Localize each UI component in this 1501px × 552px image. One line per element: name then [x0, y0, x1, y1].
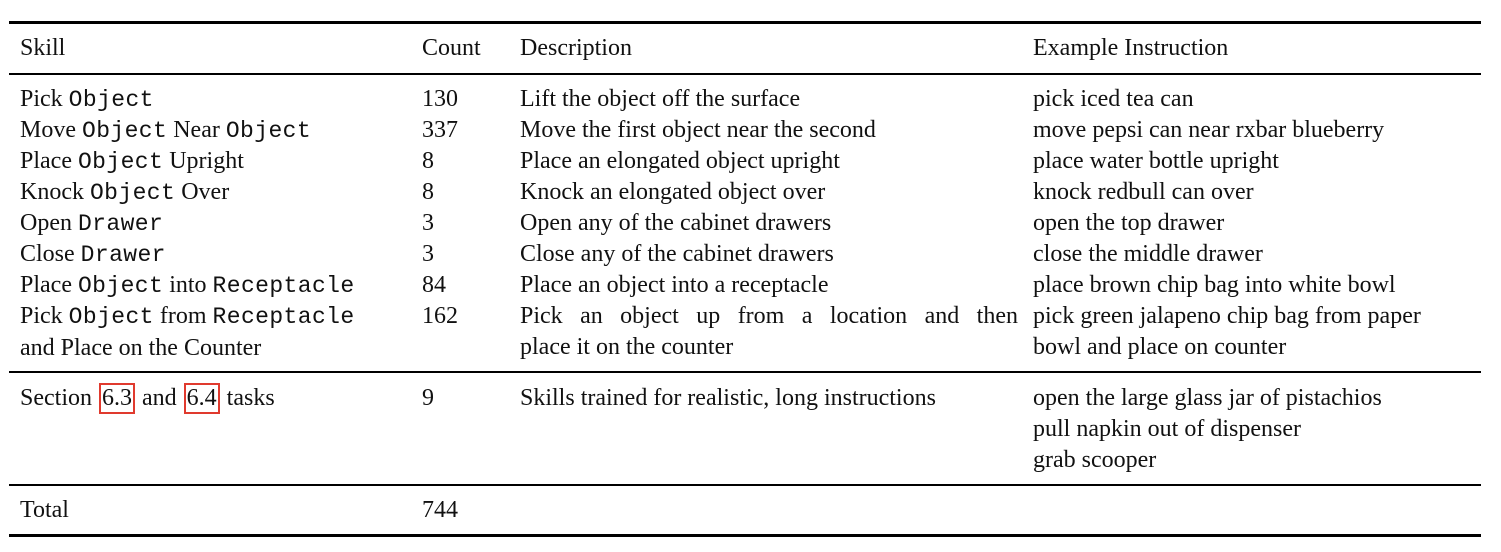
description-cell: Skills trained for realistic, long instructions: [520, 385, 936, 411]
description-line-2: place it on the counter: [520, 334, 734, 360]
description-cell: Move the first object near the second: [520, 117, 876, 143]
skill-cell: [20, 301, 415, 364]
example-cell: move pepsi can near rxbar blueberry: [1033, 117, 1385, 143]
skill-cell: [20, 177, 415, 209]
count-cell: 8: [422, 148, 434, 174]
skill-text: Place: [20, 272, 78, 298]
skill-text: Near: [167, 117, 226, 143]
count-cell: 3: [422, 241, 434, 267]
skill-cell: [20, 84, 415, 116]
example-line-1: pick green jalapeno chip bag from paper: [1033, 303, 1421, 329]
skill-line-2: and Place on the Counter: [20, 335, 262, 361]
description-cell: Close any of the cabinet drawers: [520, 241, 834, 267]
description-cell: Knock an elongated object over: [520, 179, 826, 205]
description-cell: Place an elongated object upright: [520, 148, 840, 174]
skill-argument: Drawer: [77, 211, 164, 237]
description-cell: Open any of the cabinet drawers: [520, 210, 832, 236]
skill-text: from: [153, 303, 213, 329]
skill-argument: Object: [68, 87, 154, 113]
count-cell: 337: [422, 117, 458, 143]
skill-argument: Drawer: [80, 242, 166, 268]
example-line-2: bowl and place on counter: [1033, 334, 1287, 360]
header-skill: Skill: [20, 35, 66, 61]
section-skill-cell: [20, 383, 415, 414]
description-cell: Lift the object off the surface: [520, 86, 801, 112]
skill-text: Pick: [20, 303, 69, 329]
example-cell: [1033, 301, 1483, 363]
count-cell: 8: [422, 179, 434, 205]
section-reference-link[interactable]: 6.3: [99, 383, 135, 414]
skill-text: Upright: [163, 148, 244, 174]
skill-text: into: [163, 272, 213, 298]
bottom-rule: [9, 534, 1481, 537]
example-cell: pick iced tea can: [1033, 86, 1194, 112]
count-cell: 84: [422, 272, 446, 298]
description-cell: Place an object into a receptacle: [520, 272, 829, 298]
header-rule: [9, 73, 1481, 75]
skill-text: Open: [20, 210, 78, 236]
example-cell: [1033, 383, 1483, 476]
skill-text: Knock: [20, 179, 90, 205]
top-rule: [9, 21, 1481, 24]
section-prefix: Section: [20, 385, 98, 411]
skill-text: Close: [20, 241, 81, 267]
skill-text: Move: [20, 117, 82, 143]
header-description: Description: [520, 35, 632, 61]
skill-cell: [20, 208, 415, 240]
skill-argument: Object: [77, 149, 164, 175]
example-line-1: open the large glass jar of pistachios: [1033, 385, 1382, 411]
skill-argument: Object: [89, 180, 176, 206]
count-cell: 3: [422, 210, 434, 236]
skill-cell: [20, 115, 415, 147]
skill-argument: Receptacle: [212, 273, 355, 299]
section-suffix: tasks: [220, 385, 275, 411]
description-cell: [520, 301, 1018, 363]
total-rule: [9, 484, 1481, 486]
header-example: Example Instruction: [1033, 35, 1229, 61]
section-middle: and: [136, 385, 183, 411]
skill-cell: [20, 146, 415, 178]
skill-text: Place: [20, 148, 78, 174]
example-cell: knock redbull can over: [1033, 179, 1254, 205]
total-label: Total: [20, 497, 69, 523]
count-cell: 9: [422, 385, 434, 411]
skill-argument: Receptacle: [212, 304, 355, 330]
skill-argument: Object: [68, 304, 154, 330]
total-count: 744: [422, 497, 458, 523]
example-line-3: grab scooper: [1033, 447, 1157, 473]
header-count: Count: [422, 35, 481, 61]
skill-text: Over: [175, 179, 230, 205]
example-line-2: pull napkin out of dispenser: [1033, 416, 1301, 442]
example-cell: open the top drawer: [1033, 210, 1225, 236]
description-line-1: Pick an object up from a location and then: [520, 303, 1018, 329]
skill-line-1: [20, 301, 415, 333]
skill-argument: Object: [82, 118, 168, 144]
skill-cell: [20, 239, 415, 271]
count-cell: 162: [422, 303, 458, 329]
section-rule: [9, 371, 1481, 373]
skill-argument: Object: [225, 118, 312, 144]
example-cell: place brown chip bag into white bowl: [1033, 272, 1396, 298]
example-cell: close the middle drawer: [1033, 241, 1263, 267]
example-cell: place water bottle upright: [1033, 148, 1279, 174]
skill-argument: Object: [77, 273, 164, 299]
section-reference-link[interactable]: 6.4: [184, 383, 220, 414]
count-cell: 130: [422, 86, 458, 112]
skill-cell: [20, 270, 415, 302]
skill-text: Pick: [20, 86, 69, 112]
